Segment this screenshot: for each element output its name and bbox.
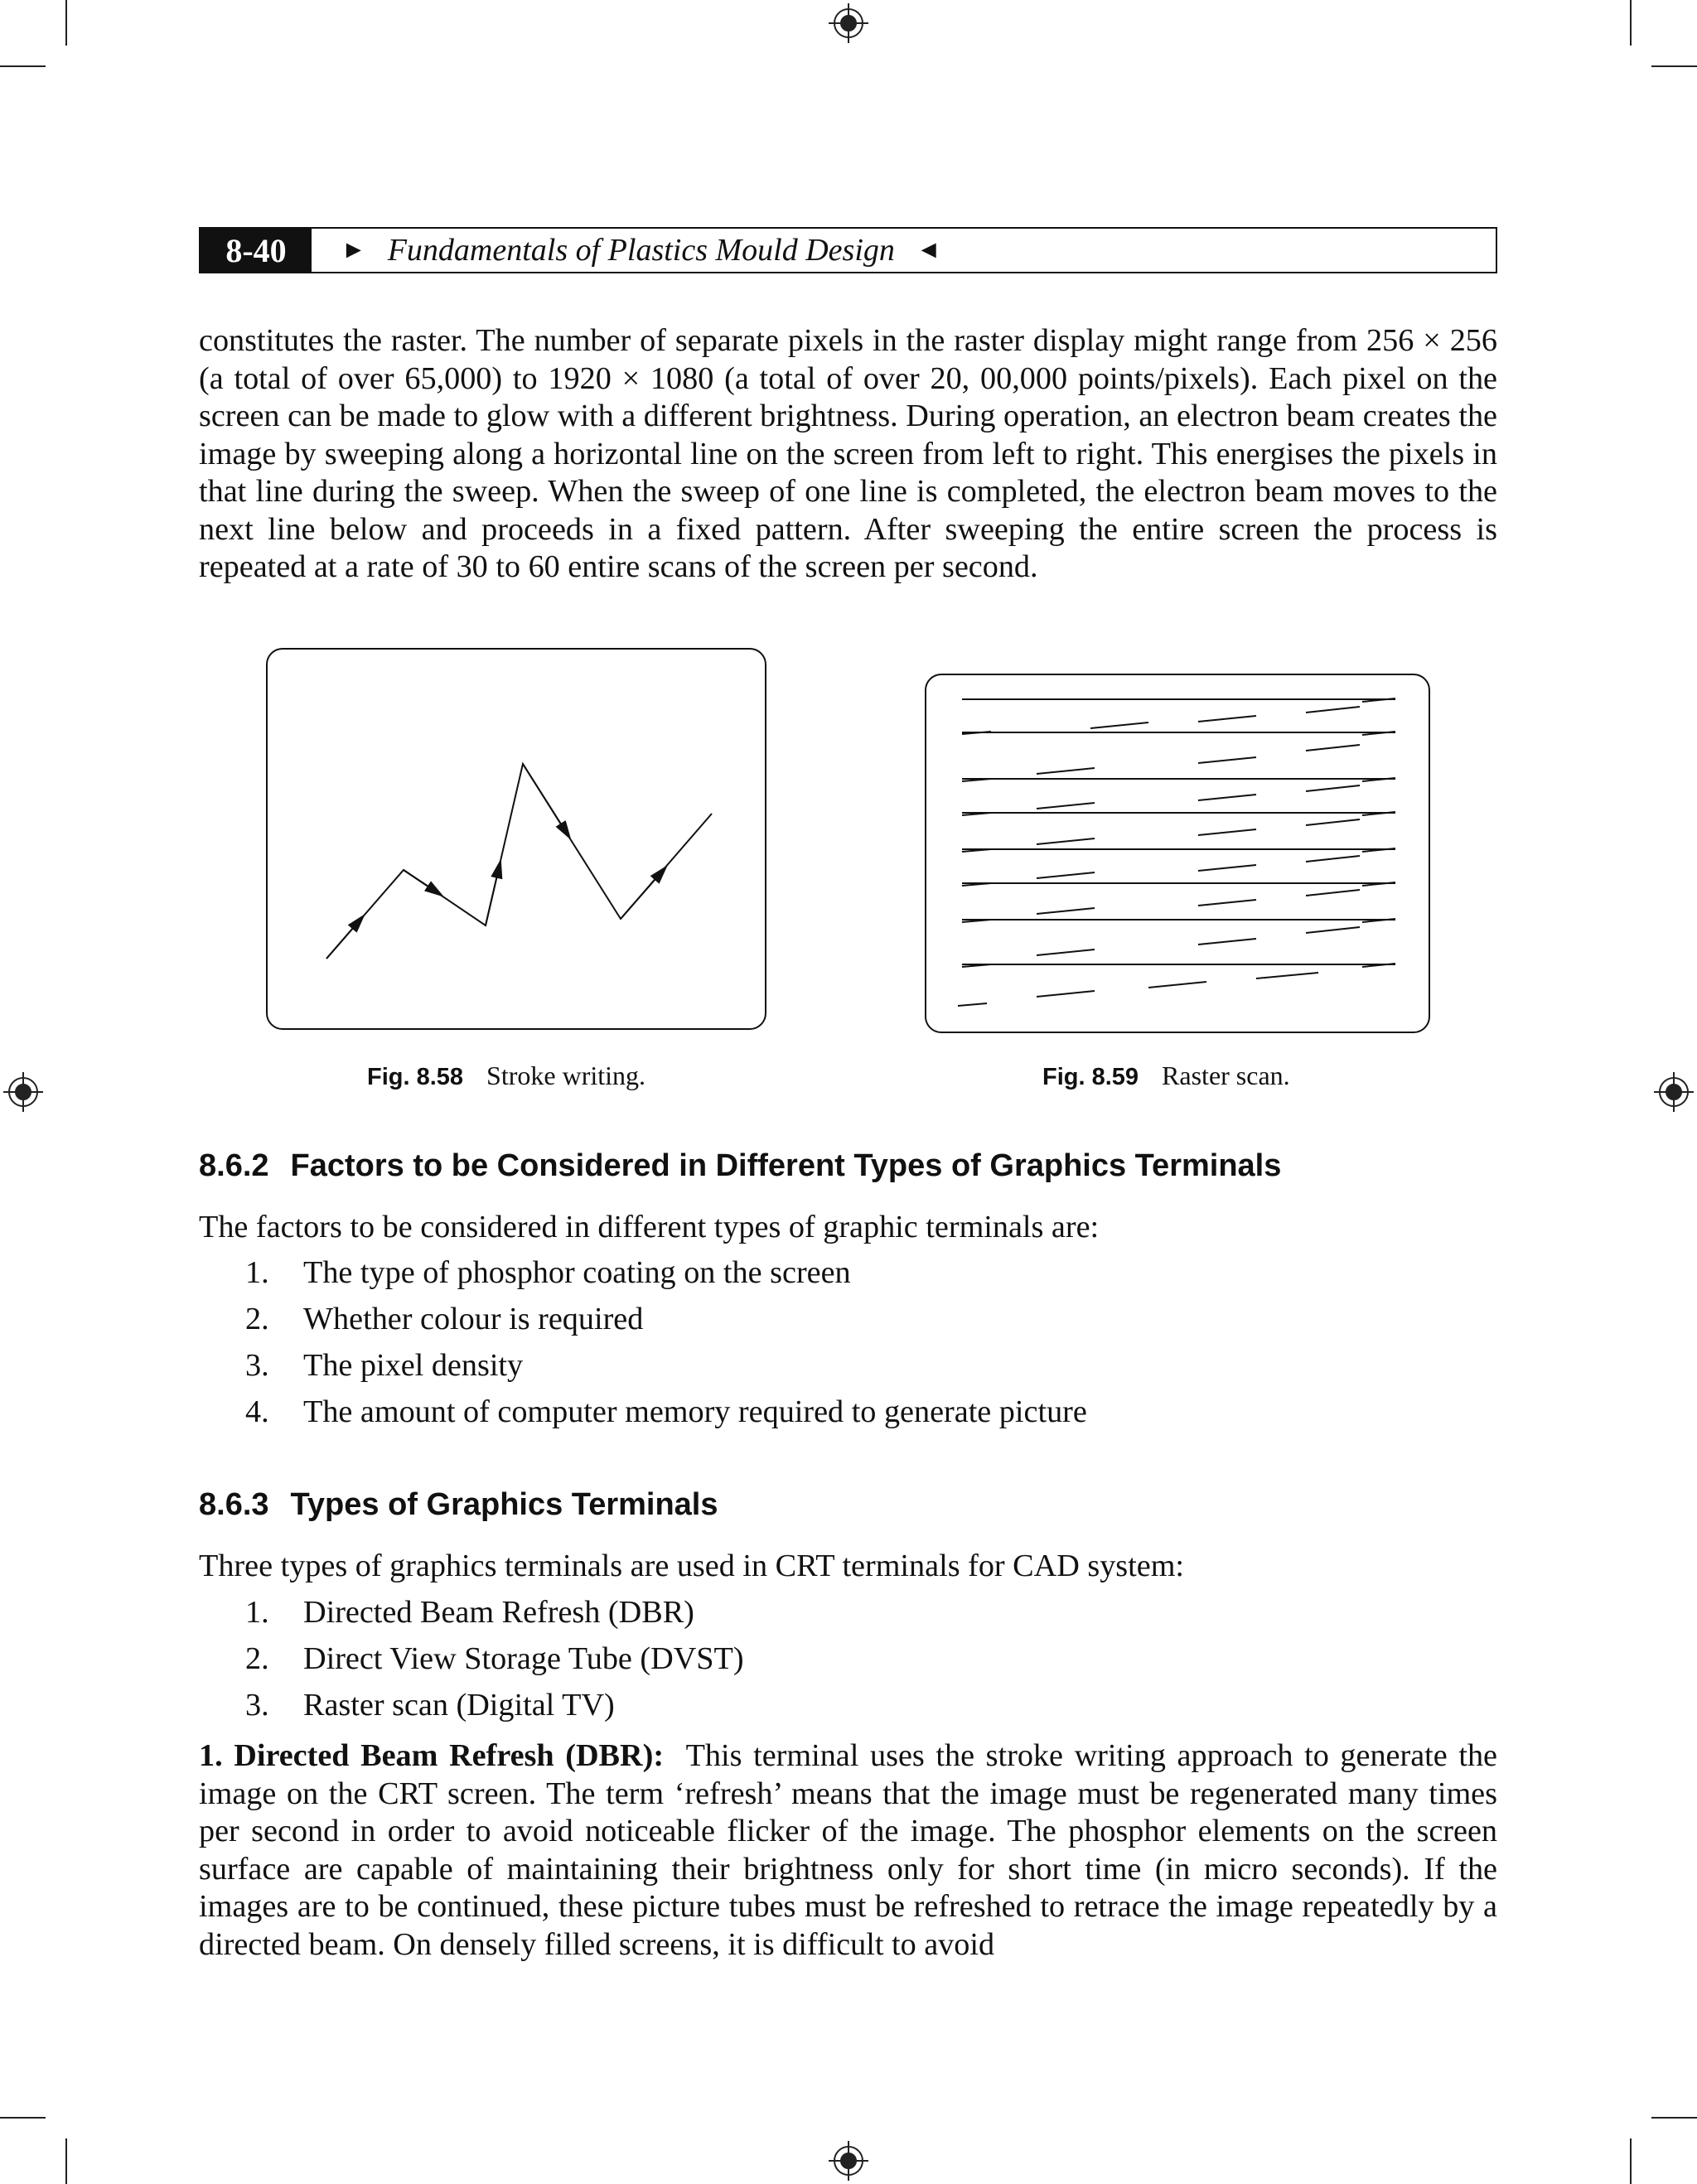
stroke-arrow	[621, 872, 661, 919]
raster-scan-diagram	[925, 674, 1430, 1033]
list-number: 3.	[245, 1688, 269, 1723]
list-text: The type of phosphor coating on the screen	[303, 1255, 851, 1290]
stroke-writing-diagram	[266, 648, 766, 1030]
book-title-line	[341, 229, 941, 272]
list-number: 2.	[245, 1302, 269, 1336]
figure-caption-text: Stroke writing.	[486, 1061, 646, 1090]
figure-caption	[1042, 1059, 1290, 1094]
list-number: 3.	[245, 1348, 269, 1383]
section-number: 8.6.3	[199, 1487, 269, 1522]
stroke-path	[326, 764, 712, 959]
list-number: 1.	[245, 1595, 269, 1630]
registration-mark-left	[3, 1072, 43, 1112]
dbr-lead: 1. Directed Beam Refresh (DBR):	[199, 1738, 665, 1773]
list-text: Directed Beam Refresh (DBR)	[303, 1595, 694, 1630]
registration-mark-top	[829, 3, 868, 43]
stroke-arrow	[404, 870, 436, 891]
dbr-paragraph	[199, 1737, 1497, 1964]
figure-caption-text: Raster scan.	[1162, 1061, 1290, 1090]
stroke-arrow	[523, 764, 566, 832]
page-number: 8-40	[201, 229, 312, 272]
dbr-text: This terminal uses the stroke writing approach to generate the image on the CRT screen. The term ‘refresh’ means that the image must be regenerated many times per second in order to avoid noticeable flicker of the image. The phosphor elements on the screen surface are capable of maintaining their brightness only for short time (in micro seconds). If the images are to be continued, these picture tubes must be refreshed to retrace the image repeatedly by a directed beam. On densely filled screens, it is difficult to avoid	[199, 1738, 1498, 1962]
book-title: Fundamentals of Plastics Mould Design	[387, 233, 895, 268]
stroke-arrow	[326, 921, 359, 959]
list-text: Whether colour is required	[303, 1302, 644, 1336]
list-text: The pixel density	[303, 1348, 524, 1383]
list-number: 2.	[245, 1641, 269, 1676]
section-intro: Three types of graphics terminals are used in CRT terminals for CAD system:	[199, 1549, 1185, 1583]
running-header	[199, 227, 1497, 273]
triangle-left-icon: ◄	[916, 236, 941, 263]
triangle-right-icon: ►	[341, 236, 366, 263]
section-title: Types of Graphics Terminals	[290, 1487, 718, 1522]
section-intro: The factors to be considered in different types of graphic terminals are:	[199, 1210, 1100, 1244]
section-heading-8-6-3	[199, 1487, 718, 1523]
list-number: 4.	[245, 1394, 269, 1429]
list-text: The amount of computer memory required to generate picture	[303, 1394, 1087, 1429]
section-number: 8.6.2	[199, 1148, 269, 1183]
section-title: Factors to be Considered in Different Types of Graphics Terminals	[290, 1148, 1282, 1183]
list-text: Direct View Storage Tube (DVST)	[303, 1641, 744, 1676]
registration-mark-right	[1654, 1072, 1694, 1112]
registration-mark-bottom	[829, 2141, 868, 2181]
stroke-arrow	[486, 868, 499, 925]
figure-label: Fig. 8.59	[1042, 1064, 1139, 1090]
list-number: 1.	[245, 1255, 269, 1290]
intro-paragraph: constitutes the raster. The number of separate pixels in the raster display might range from 256 × 256 (a total of over 65,000) to 1920 × 1080 (a total of over 20, 00,000 points/pixels). Each pixel on the screen can be made to glow with a different brightness. During operation, an electron beam creates the image by sweeping along a horizontal line on the screen from left to right. This energises the pixels in that line during the sweep. When the sweep of one line is completed, the electron beam moves to the next line below and proceeds in a fixed pattern. After sweeping the entire screen the process is repeated at a rate of 30 to 60 entire scans of the screen per second.	[199, 323, 1497, 584]
section-heading-8-6-2	[199, 1148, 1281, 1184]
figure-label: Fig. 8.58	[367, 1064, 464, 1090]
list-text: Raster scan (Digital TV)	[303, 1688, 615, 1723]
figure-caption	[367, 1059, 645, 1094]
